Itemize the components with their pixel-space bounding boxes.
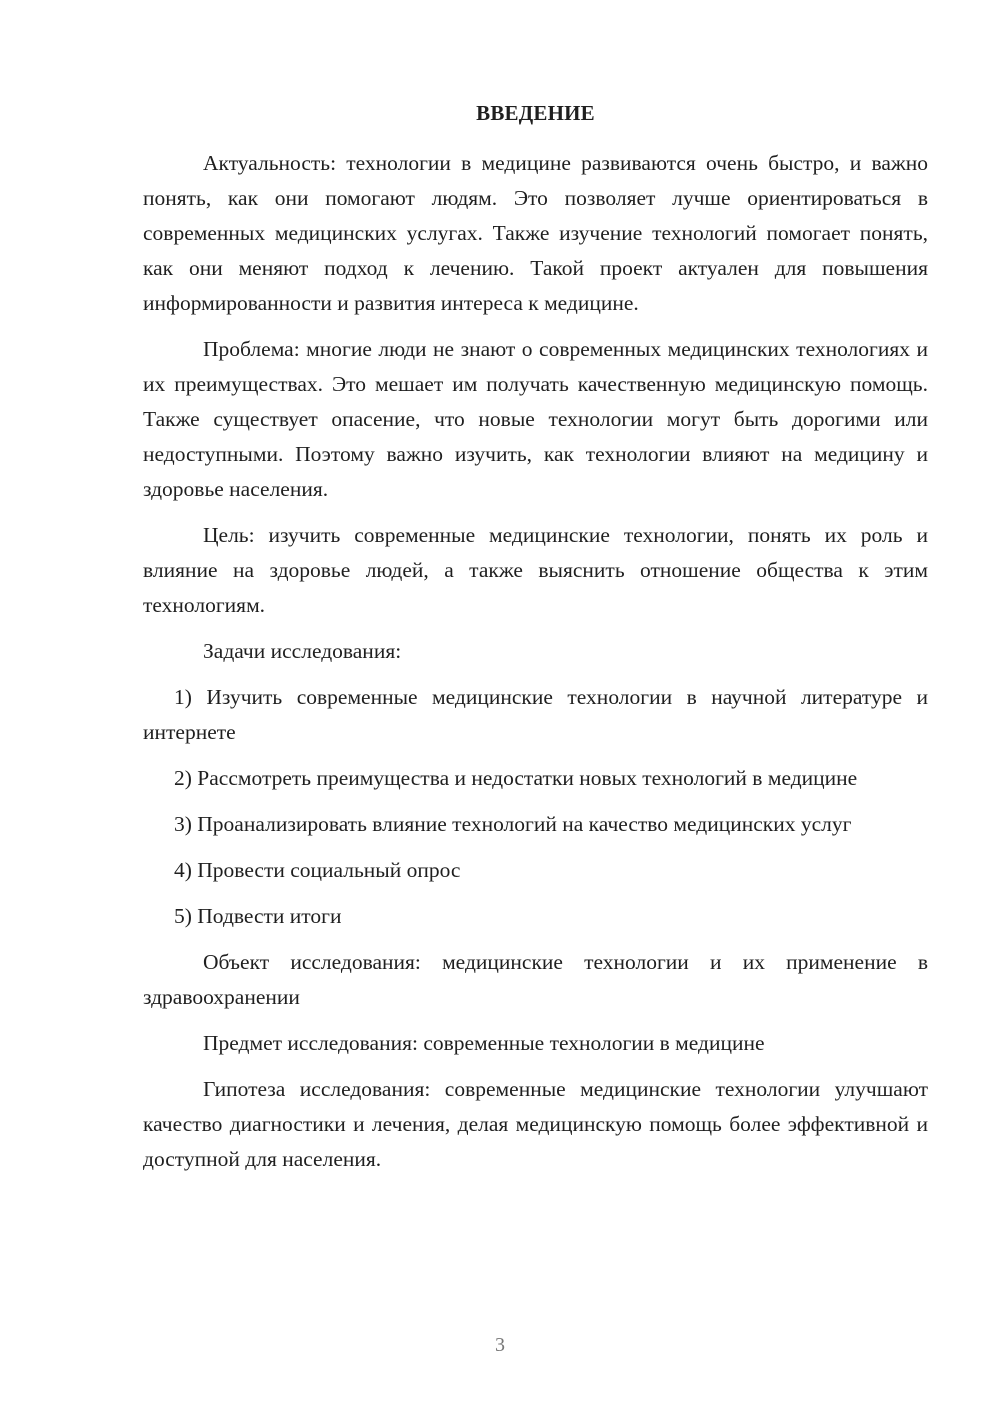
task-item-5: 5) Подвести итоги bbox=[174, 904, 342, 928]
task-item-2: 2) Рассмотреть преимущества и недостатки новых технологий в медицине bbox=[174, 766, 858, 790]
task-item-3: 3) Проанализировать влияние технологий на качество медицинских услуг bbox=[174, 812, 852, 836]
paragraph-hypothesis: Гипотеза исследования: современные медицинские технологии улучшают качество диагностики и лечения, делая медицинскую помощь более эффективной и доступной для населения. bbox=[143, 1077, 928, 1171]
task-item-1: 1) Изучить современные медицинские технологии в научной литературе и интернете bbox=[143, 685, 928, 744]
page-content bbox=[143, 96, 928, 1188]
paragraph-subject: Предмет исследования: современные технологии в медицине bbox=[203, 1031, 765, 1055]
tasks-heading: Задачи исследования: bbox=[203, 639, 402, 663]
page-number: 3 bbox=[495, 1334, 505, 1356]
task-item-4: 4) Провести социальный опрос bbox=[174, 858, 461, 882]
paragraph-goal: Цель: изучить современные медицинские технологии, понять их роль и влияние на здоровье людей, а также выяснить отношение общества к этим технологиям. bbox=[143, 523, 928, 617]
tasks-list bbox=[143, 680, 928, 934]
paragraph-problem: Проблема: многие люди не знают о современных медицинских технологиях и их преимуществах. Это мешает им получать качественную медицинскую помощь. Также существует опасение, что новые технологии могут быть дорогими или недоступными. Поэтому важно изучить, как технологии влияют на медицину и здоровье населения. bbox=[143, 337, 928, 501]
page-title: ВВЕДЕНИЕ bbox=[476, 101, 595, 125]
paragraph-object: Объект исследования: медицинские технологии и их применение в здравоохранении bbox=[143, 950, 928, 1009]
paragraph-relevance: Актуальность: технологии в медицине развиваются очень быстро, и важно понять, как они помогают людям. Это позволяет лучше ориентироваться в современных медицинских услугах. Также изучение технологий помогает понять, как они меняют подход к лечению. Такой проект актуален для повышения информированности и развития интереса к медицине. bbox=[143, 151, 928, 315]
